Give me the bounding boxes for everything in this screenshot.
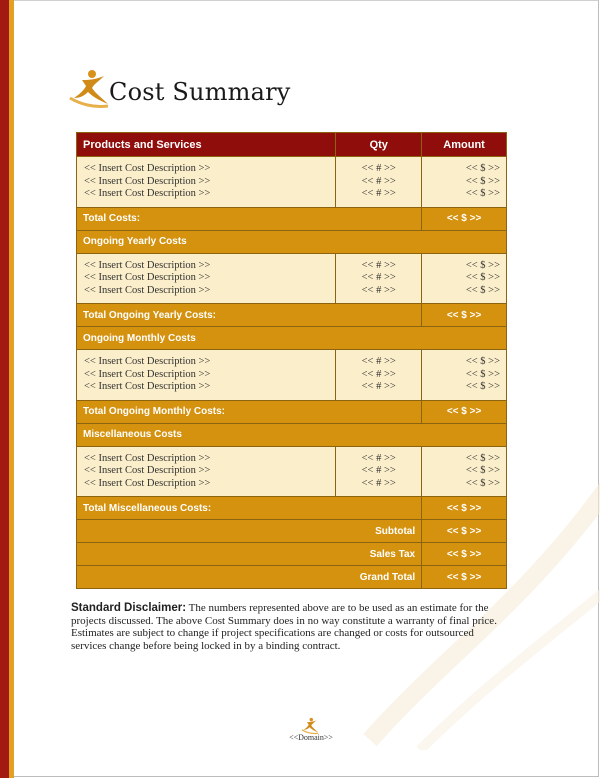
total-value: << $ >> [422, 207, 507, 230]
table-row [77, 350, 507, 401]
total-value: << $ >> [422, 497, 507, 520]
section-heading: Miscellaneous Costs [77, 423, 507, 446]
section-heading: Ongoing Yearly Costs [77, 230, 507, 253]
page-title: Cost Summary [109, 78, 291, 106]
item-qty: << # >> [361, 272, 396, 283]
item-quantities [336, 350, 422, 401]
item-qty: << # >> [361, 452, 396, 464]
item-amount: << $ >> [465, 284, 500, 296]
item-quantities [336, 446, 422, 497]
item-description: << Insert Cost Description >> [84, 272, 211, 283]
item-description: << Insert Cost Description >> [84, 284, 211, 296]
item-amount: << $ >> [465, 381, 500, 392]
disclaimer-text: The numbers represented above are to be used as an estimate for the projects discussed. The above Cost Summary does in no way constitute a warranty of final price. Estimates are subject to change if project specifications are changed or costs for outsourced services change before being locked in by a binding contract. [71, 602, 497, 652]
header-qty: Qty [336, 133, 422, 157]
total-label: Total Ongoing Yearly Costs: [77, 304, 422, 327]
cost-table [76, 132, 507, 589]
item-quantities [336, 157, 422, 208]
sales-tax-row [77, 543, 507, 566]
item-qty: << # >> [361, 259, 396, 271]
item-quantities [336, 253, 422, 304]
item-description: << Insert Cost Description >> [84, 259, 211, 271]
item-description: << Insert Cost Description >> [84, 356, 211, 367]
item-description: << Insert Cost Description >> [84, 175, 211, 187]
item-description: << Insert Cost Description >> [84, 368, 211, 380]
item-description: << Insert Cost Description >> [84, 381, 211, 392]
item-descriptions [77, 253, 336, 304]
item-description: << Insert Cost Description >> [84, 477, 211, 489]
item-amount: << $ >> [465, 259, 500, 271]
item-amounts [422, 157, 507, 208]
disclaimer-label: Standard Disclaimer: [71, 602, 187, 614]
left-border-red [0, 0, 9, 778]
section-heading: Ongoing Monthly Costs [77, 327, 507, 350]
item-descriptions [77, 350, 336, 401]
total-label: Total Ongoing Monthly Costs: [77, 400, 422, 423]
sales-tax-label: Sales Tax [77, 543, 422, 566]
section-heading-row [77, 423, 507, 446]
table-row [77, 253, 507, 304]
item-qty: << # >> [361, 368, 396, 380]
table-header-row [77, 133, 507, 157]
item-description: << Insert Cost Description >> [84, 465, 211, 476]
dancer-logo-icon [68, 68, 110, 110]
total-row [77, 207, 507, 230]
total-row [77, 400, 507, 423]
item-qty: << # >> [361, 477, 396, 489]
total-label: Total Miscellaneous Costs: [77, 497, 422, 520]
section-heading-row [77, 230, 507, 253]
item-amount: << $ >> [465, 465, 500, 476]
item-description: << Insert Cost Description >> [84, 188, 211, 199]
item-qty: << # >> [361, 284, 396, 296]
item-qty: << # >> [361, 465, 396, 476]
item-amounts [422, 350, 507, 401]
item-amount: << $ >> [465, 477, 500, 489]
item-amount: << $ >> [465, 356, 500, 367]
footer-domain: <<Domain>> [289, 733, 333, 742]
total-row [77, 497, 507, 520]
item-amounts [422, 446, 507, 497]
grand-total-row [77, 566, 507, 589]
total-value: << $ >> [422, 304, 507, 327]
section-heading-row [77, 327, 507, 350]
item-qty: << # >> [361, 356, 396, 367]
item-description: << Insert Cost Description >> [84, 163, 211, 174]
item-amount: << $ >> [465, 452, 500, 464]
item-amounts [422, 253, 507, 304]
header-products: Products and Services [77, 133, 336, 157]
item-descriptions [77, 446, 336, 497]
item-description: << Insert Cost Description >> [84, 452, 211, 464]
item-qty: << # >> [361, 188, 396, 199]
header-amount: Amount [422, 133, 507, 157]
subtotal-row [77, 520, 507, 543]
item-amount: << $ >> [465, 175, 500, 187]
total-row [77, 304, 507, 327]
item-amount: << $ >> [465, 163, 500, 174]
table-row [77, 446, 507, 497]
grand-total-label: Grand Total [77, 566, 422, 589]
subtotal-value: << $ >> [422, 520, 507, 543]
disclaimer [71, 602, 511, 652]
table-row [77, 157, 507, 208]
item-qty: << # >> [361, 163, 396, 174]
grand-total-value: << $ >> [422, 566, 507, 589]
item-descriptions [77, 157, 336, 208]
total-label: Total Costs: [77, 207, 422, 230]
subtotal-label: Subtotal [77, 520, 422, 543]
item-amount: << $ >> [465, 368, 500, 380]
sales-tax-value: << $ >> [422, 543, 507, 566]
item-amount: << $ >> [465, 272, 500, 283]
item-amount: << $ >> [465, 188, 500, 199]
item-qty: << # >> [361, 175, 396, 187]
item-qty: << # >> [361, 381, 396, 392]
total-value: << $ >> [422, 400, 507, 423]
